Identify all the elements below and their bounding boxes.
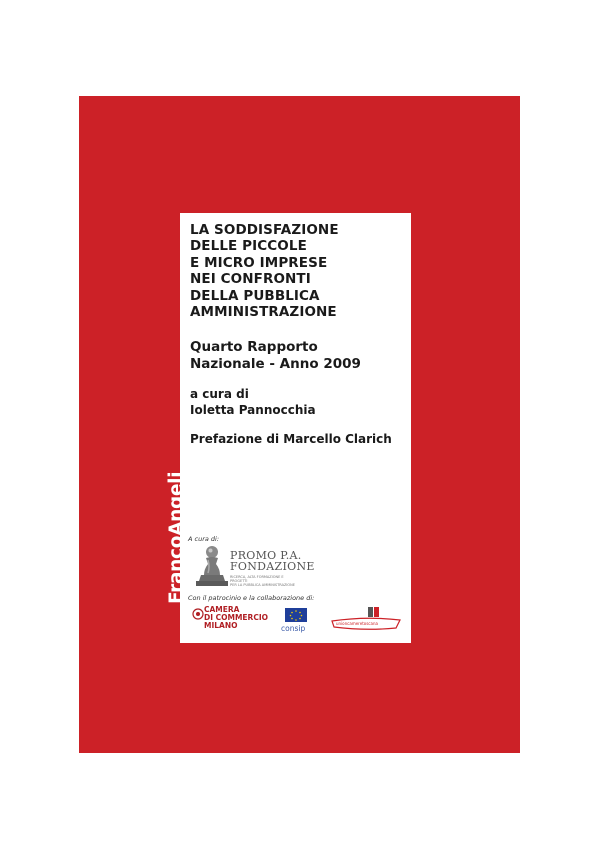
unioncamere-logo [330,606,402,632]
camera-commercio-name [204,606,268,629]
subtitle-line: Quarto Rapporto [190,339,318,355]
preface-credit: Prefazione di Marcello Clarich [190,432,392,446]
title-line: DELLE PICCOLE [190,238,307,255]
promo-sub-line: PER LA PUBBLICA AMMINISTRAZIONE [230,583,295,587]
title-line: LA SODDISFAZIONE [190,222,339,238]
title-line: E MICRO IMPRESE [190,254,328,271]
editor-name: Ioletta Pannocchia [190,402,316,417]
title-line: DELLA PUBBLICA [190,287,320,304]
book-subtitle [190,339,361,373]
publisher-logo: FrancoAngeli [166,471,187,604]
patronage-label: Con il patrocinio e la collaborazione di: [188,594,315,602]
promo-sub-line: RICERCA, ALTA FORMAZIONE E PROGETTI [230,575,284,583]
promo-name-line: PROMO P.A. [230,549,302,562]
editor-credit [190,387,316,418]
promo-pa-name [230,550,315,572]
book-title [190,222,339,320]
title-panel [180,213,411,643]
title-line: NEI CONFRONTI [190,271,311,288]
title-line: AMMINISTRAZIONE [190,304,337,321]
unioncamere-name: unioncameretoscana [336,621,378,626]
chess-pawn-icon [196,546,228,586]
subtitle-line: Nazionale - Anno 2009 [190,356,361,372]
consip-name: consip [281,624,306,633]
ccm-line: MILANO [204,620,238,630]
ccm-line: CAMERA [204,605,240,614]
acura-label: A cura di: [188,535,220,543]
editor-label: a cura di [190,387,249,401]
eu-stars-icon [285,608,307,622]
chamber-emblem-icon [193,609,203,619]
promo-pa-subtitle [230,575,300,587]
promo-name-line: FONDAZIONE [230,560,315,573]
ccm-line: DI COMMERCIO [204,612,269,622]
